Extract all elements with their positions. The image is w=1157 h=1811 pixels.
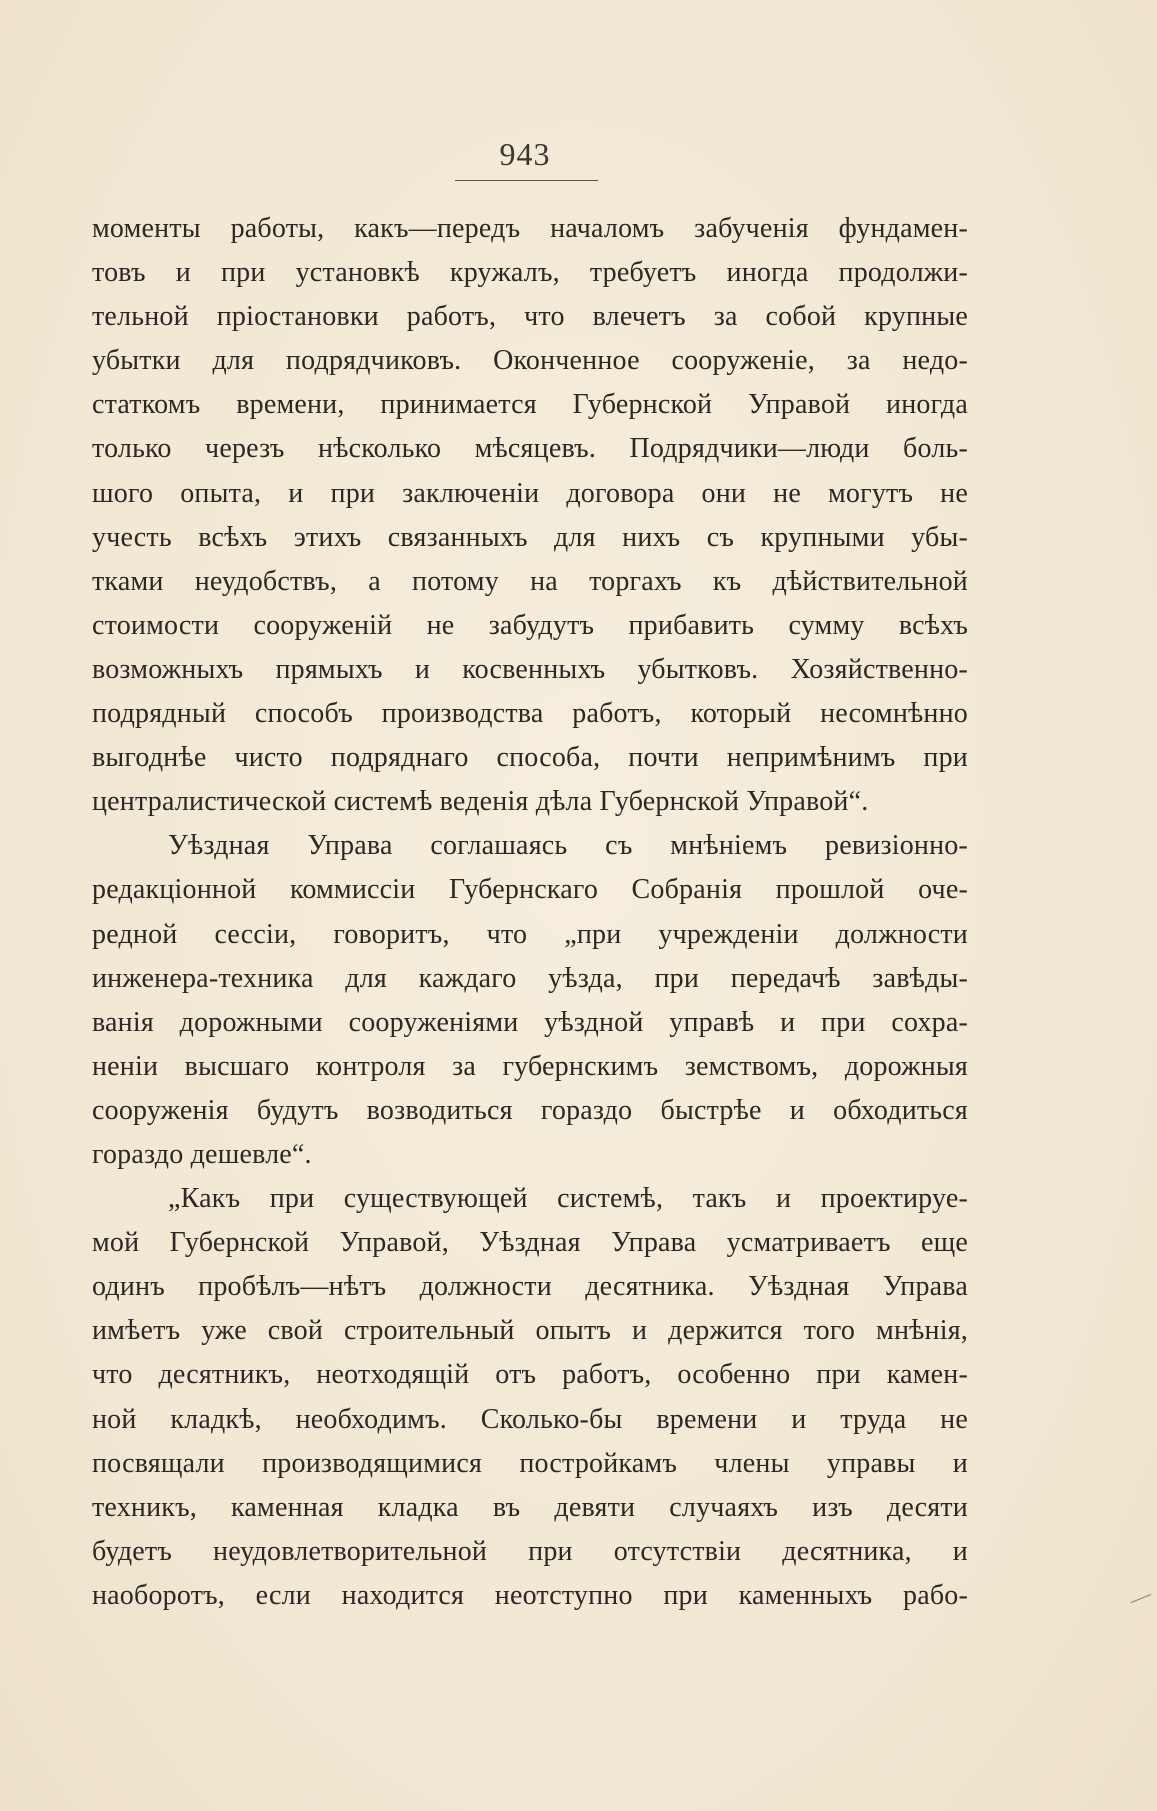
text-line: возможныхъ прямыхъ и косвенныхъ убытковъ. Хозяйственно- <box>92 653 968 685</box>
text-line: тельной пріостановки работъ, что влечетъ за собой крупные <box>92 301 968 333</box>
text-line: стоимости сооруженій не забудутъ прибавить сумму всѣхъ <box>92 609 968 641</box>
text-line: наоборотъ, если находится неотступно при каменныхъ рабо- <box>92 1579 968 1611</box>
text-line: убытки для подрядчиковъ. Оконченное сооруженіе, за недо- <box>92 345 968 377</box>
paragraph-2 <box>92 824 968 1177</box>
text-line: неніи высшаго контроля за губернскимъ земствомъ, дорожныя <box>92 1050 968 1082</box>
text-line: статкомъ времени, принимается Губернской Управой иногда <box>92 389 968 421</box>
text-line: моменты работы, какъ—передъ началомъ забученія фундамен- <box>92 213 968 244</box>
text-line: выгоднѣе чисто подряднаго способа, почти непримѣнимъ при <box>92 742 968 774</box>
body-text <box>92 207 968 1618</box>
text-line: сооруженія будутъ возводиться гораздо быстрѣе и обходиться <box>92 1094 968 1126</box>
text-line: централистической системѣ веденія дѣла Губернской Управой“. <box>92 786 869 818</box>
text-line: редакціонной коммиссіи Губернскаго Собранія прошлой оче- <box>92 874 968 906</box>
text-line: только черезъ нѣсколько мѣсяцевъ. Подрядчики—люди боль- <box>92 433 968 465</box>
text-line: Уѣздная Управа соглашаясь съ мнѣніемъ ревизіонно- <box>168 830 968 862</box>
text-line: что десятникъ, неотходящій отъ работъ, особенно при камен- <box>92 1359 968 1391</box>
text-line: имѣетъ уже свой строительный опытъ и держится того мнѣнія, <box>92 1315 968 1347</box>
text-line: подрядный способъ производства работъ, который несомнѣнно <box>92 698 968 730</box>
text-line: посвящали производящимися постройкамъ члены управы и <box>92 1447 968 1479</box>
page-number: 943 <box>499 136 551 172</box>
text-line: ванія дорожными сооруженіями уѣздной управѣ и при сохра- <box>92 1006 968 1038</box>
text-line: гораздо дешевле“. <box>92 1138 312 1170</box>
margin-mark <box>1131 1594 1152 1603</box>
text-line: шого опыта, и при заключеніи договора они не могутъ не <box>92 477 968 509</box>
text-line: одинъ пробѣлъ—нѣтъ должности десятника. Уѣздная Управа <box>92 1271 968 1303</box>
header-rule <box>455 180 598 181</box>
paragraph-3 <box>92 1177 968 1618</box>
paragraph-1 <box>92 207 968 824</box>
text-line: техникъ, каменная кладка въ девяти случаяхъ изъ десяти <box>92 1491 968 1523</box>
text-line: будетъ неудовлетворительной при отсутствіи десятника, и <box>92 1535 968 1567</box>
text-line: тками неудобствъ, а потому на торгахъ къ дѣйствительной <box>92 565 968 597</box>
text-line: учесть всѣхъ этихъ связанныхъ для нихъ съ крупными убы- <box>92 521 968 553</box>
text-line: мой Губернской Управой, Уѣздная Управа усматриваетъ еще <box>92 1227 968 1259</box>
text-line: ной кладкѣ, необходимъ. Сколько-бы времени и труда не <box>92 1403 968 1435</box>
text-line: инженера-техника для каждаго уѣзда, при передачѣ завѣды- <box>92 962 968 994</box>
text-line: товъ и при установкѣ кружалъ, требуетъ иногда продолжи- <box>92 257 968 289</box>
text-line: „Какъ при существующей системѣ, такъ и проектируе- <box>168 1183 968 1215</box>
text-line: редной сессіи, говоритъ, что „при учрежденіи должности <box>92 918 968 950</box>
